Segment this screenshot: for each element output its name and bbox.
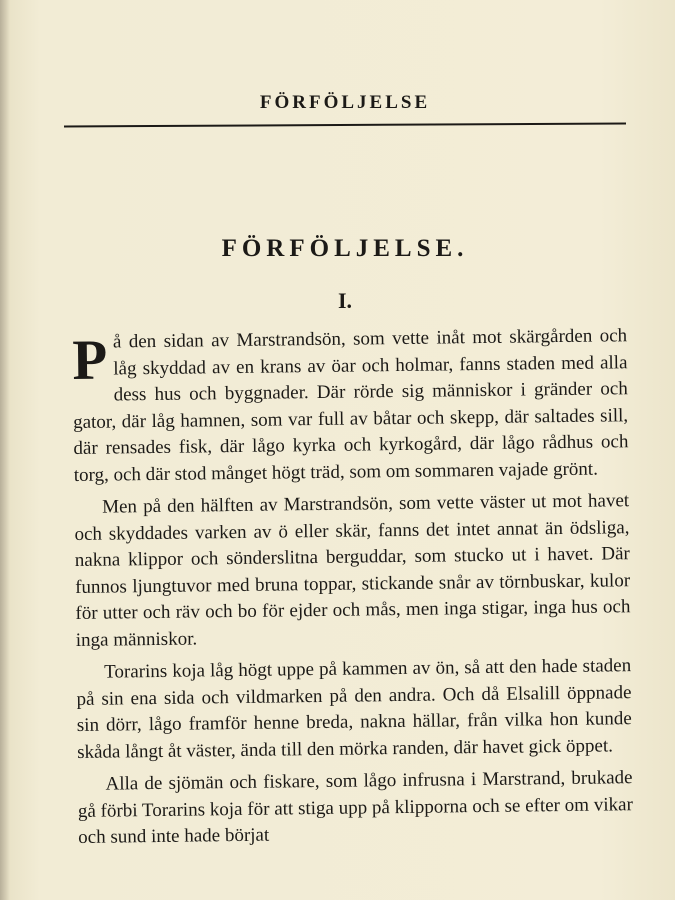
page-gutter-shadow: [0, 0, 10, 900]
section-number: I.: [337, 288, 353, 313]
paragraph-2: Men på den hälften av Marstrandsön, som vette väster ut mot havet och skyddades varken av ö eller skär, fanns det intet annat än ödsliga, nakna klippor och sönderslitna berguddar, som stucko ut i havet. Där funnos ljungtuvor med bruna toppar, stickande snår av törnbuskar, kulor för utter och räv och bo för ejder och mås, men inga stigar, inga hus och inga människor.: [74, 490, 631, 651]
chapter-title: FÖRFÖLJELSE.: [221, 235, 469, 262]
paragraph-4: Alla de sjömän och fiskare, som lågo infrusna i Marstrand, brukade gå förbi Torarins koja för att stiga upp på klipporna och se efter om vikar och sund inte hade börjat: [77, 767, 633, 848]
running-head: FÖRFÖLJELSE: [259, 92, 431, 113]
paragraph-1-text: å den sidan av Marstrandsön, som vette inåt mot skärgården och låg skyddad av en krans av öar och holmar, fanns staden med alla dess hus och byggnader. Där rörde sig människor i gränder och gator, där låg hamnen, som var full av båtar och skepp, där saltades sill, där rensades fisk, där lågo kyrka och kyrkogård, där lågo rådhus och torg, och där stod månget högt träd, som om sommaren vajade grönt.: [72, 325, 629, 486]
paragraph-3: Torarins koja låg högt uppe på kammen av ön, så att den hade staden på sin ena sida och vildmarken på den andra. Och då Elsalill öppnade sin dörr, lågo framför henne breda, nakna hällar, från vilka hon kunde skåda långt åt väster, ända till den mörka randen, där havet gick öppet.: [76, 655, 632, 763]
drop-cap: P: [71, 328, 108, 392]
body-text: [72, 323, 633, 857]
paragraph-1: [72, 323, 629, 489]
